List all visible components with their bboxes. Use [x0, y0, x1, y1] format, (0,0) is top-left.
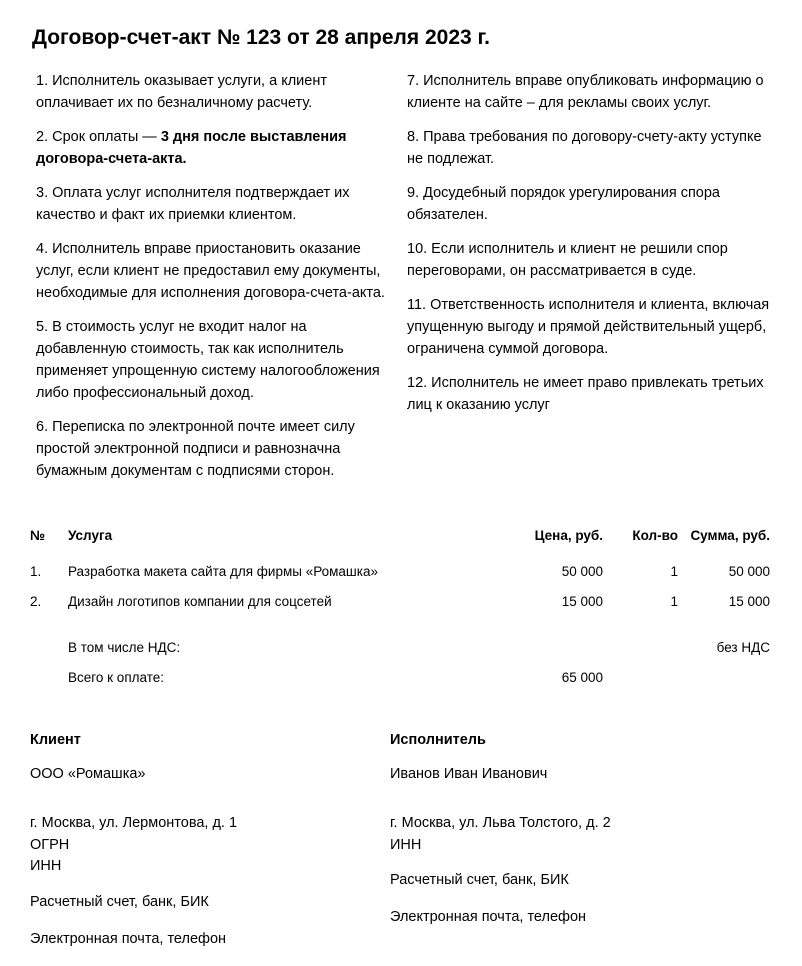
clause-2-bold: 3 дня после выставления договора-счета-акта.	[36, 129, 347, 167]
row-sum: 15 000	[728, 594, 770, 609]
client-name: ООО «Ромашка»	[30, 766, 146, 782]
client-inn: ИНН	[30, 858, 62, 874]
document-title: Договор-счет-акт № 123 от 28 апреля 2023 г.	[32, 26, 491, 49]
clause-10: 10. Если исполнитель и клиент не решили спор переговорами, он рассматривается в суде.	[407, 241, 728, 279]
services-section	[30, 526, 770, 688]
row-price: 50 000	[561, 564, 603, 579]
client-contact: Электронная почта, телефон	[30, 930, 227, 947]
clause-3: 3. Оплата услуг исполнителя подтверждает их качество и факт их приемки клиентом.	[36, 185, 350, 223]
vat-label: В том числе НДС:	[68, 640, 181, 655]
client-ogrn: ОГРН	[30, 836, 70, 853]
clause-9: 9. Досудебный порядок урегулирования спора обязателен.	[407, 185, 720, 223]
row-service: Дизайн логотипов компании для соцсетей	[68, 594, 332, 609]
executor-name: Иванов Иван Иванович	[390, 766, 548, 782]
table-header-row	[30, 526, 770, 552]
column-header-service: Услуга	[68, 528, 113, 543]
row-price: 15 000	[561, 594, 603, 609]
terms-section	[0, 50, 802, 494]
executor-address-line: г. Москва, ул. Льва Толстого, д. 2	[390, 815, 611, 831]
executor-title: Исполнитель	[390, 732, 486, 748]
client-block	[30, 729, 390, 950]
column-header-number: №	[30, 528, 46, 543]
services-table	[30, 526, 770, 688]
executor-block	[390, 729, 770, 950]
clause-2	[36, 126, 401, 170]
row-number: 2.	[30, 594, 42, 609]
row-number: 1.	[30, 564, 42, 579]
total-label: Всего к оплате:	[68, 670, 165, 685]
clause-7: 7. Исполнитель вправе опубликовать информацию о клиенте на сайте – для рекламы своих услуг.	[407, 73, 764, 111]
client-address-line: г. Москва, ул. Лермонтова, д. 1	[30, 815, 238, 831]
column-header-sum: Сумма, руб.	[690, 528, 770, 543]
client-title: Клиент	[30, 732, 81, 748]
row-sum: 50 000	[728, 564, 770, 579]
terms-column-right	[407, 70, 779, 494]
column-header-price: Цена, руб.	[534, 528, 603, 543]
total-value: 65 000	[561, 670, 603, 685]
vat-value: без НДС	[716, 640, 770, 655]
parties-section	[0, 688, 802, 950]
executor-contact: Электронная почта, телефон	[390, 909, 587, 925]
clause-5: 5. В стоимость услуг не входит налог на добавленную стоимость, так как исполнитель применяет упрощенную систему налогообложения либо профессиональный доход.	[36, 319, 380, 401]
column-header-qty: Кол-во	[632, 528, 678, 543]
total-row	[30, 658, 770, 688]
clause-1: 1. Исполнитель оказывает услуги, а клиент оплачивает их по безналичному расчету.	[36, 73, 327, 111]
clause-12: 12. Исполнитель не имеет право привлекать третьих лиц к оказанию услуг	[407, 375, 764, 413]
row-qty: 1	[670, 564, 678, 579]
executor-inn: ИНН	[390, 836, 422, 853]
client-address	[30, 813, 390, 878]
executor-address	[390, 813, 770, 856]
clause-8: 8. Права требования по договору-счету-акту уступке не подлежат.	[407, 129, 762, 167]
clause-2-prefix: 2. Срок оплаты —	[36, 129, 161, 145]
table-row	[30, 552, 770, 582]
vat-row	[30, 612, 770, 658]
clause-6: 6. Переписка по электронной почте имеет силу простой электронной подписи и равнозначна бумажным документам с подписями сторон.	[36, 419, 355, 479]
clause-11: 11. Ответственность исполнителя и клиента, включая упущенную выгоду и прямой действительный ущерб, ограничена суммой договора.	[407, 297, 770, 357]
executor-bank-details: Расчетный счет, банк, БИК	[390, 872, 569, 888]
row-service: Разработка макета сайта для фирмы «Ромашка»	[68, 564, 378, 579]
table-row	[30, 582, 770, 612]
client-bank-details: Расчетный счет, банк, БИК	[30, 893, 209, 910]
row-qty: 1	[670, 594, 678, 609]
terms-column-left	[36, 70, 401, 494]
clause-4: 4. Исполнитель вправе приостановить оказание услуг, если клиент не предоставил ему документы, необходимые для исполнения договора-счета-акта.	[36, 241, 385, 301]
